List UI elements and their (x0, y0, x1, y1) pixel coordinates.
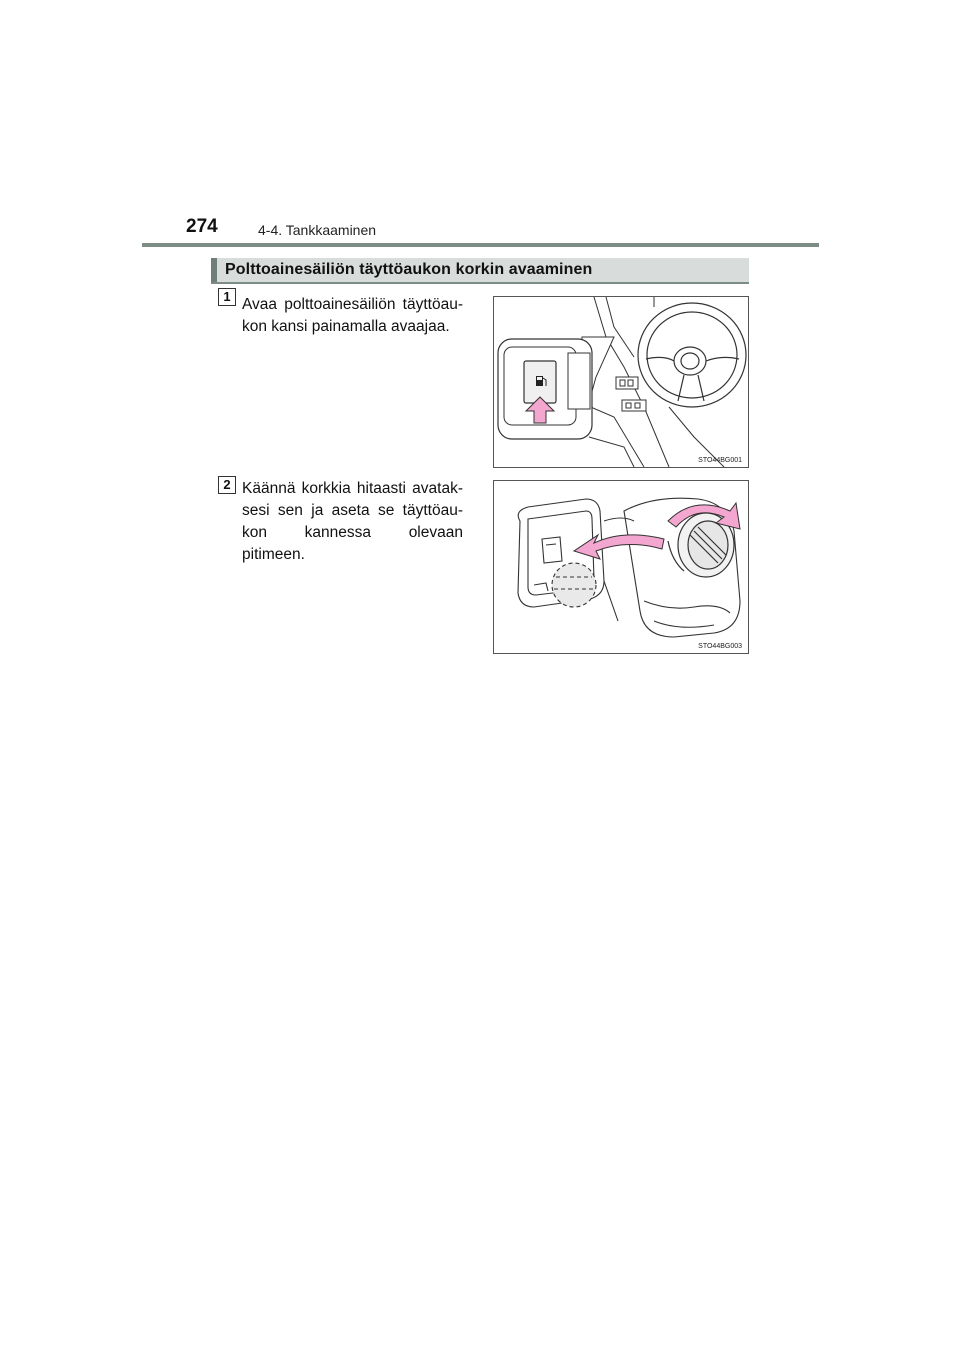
fuel-cap-illustration (494, 481, 748, 653)
steering-wheel-icon (638, 303, 746, 407)
dashboard-illustration (494, 297, 748, 467)
cap-in-holder-icon (552, 563, 596, 607)
figure-fuel-cap (493, 480, 749, 654)
section-accent (211, 258, 217, 282)
header-divider (142, 243, 819, 247)
page-number: 274 (186, 216, 218, 237)
step-1-text: Avaa polttoainesäiliön täyttöau-kon kansi painamalla avaajaa. (242, 296, 463, 335)
opener-inset (498, 339, 592, 439)
figure-fuel-door-opener (493, 296, 749, 468)
step-number-2: 2 (218, 476, 236, 494)
chapter-title: 4-4. Tankkaaminen (258, 222, 377, 238)
figure-code: STO44BG003 (698, 643, 742, 650)
figure-code: STO44BG001 (698, 457, 742, 464)
step-2-text: Käännä korkkia hitaasti avatak-sesi sen ja aseta se täyttöau-kon kannessa olevaan pitimeen. (242, 480, 463, 563)
section-heading-bar (211, 258, 749, 284)
step-number-1: 1 (218, 288, 236, 306)
section-title: Polttoainesäiliön täyttöaukon korkin avaaminen (225, 261, 593, 278)
